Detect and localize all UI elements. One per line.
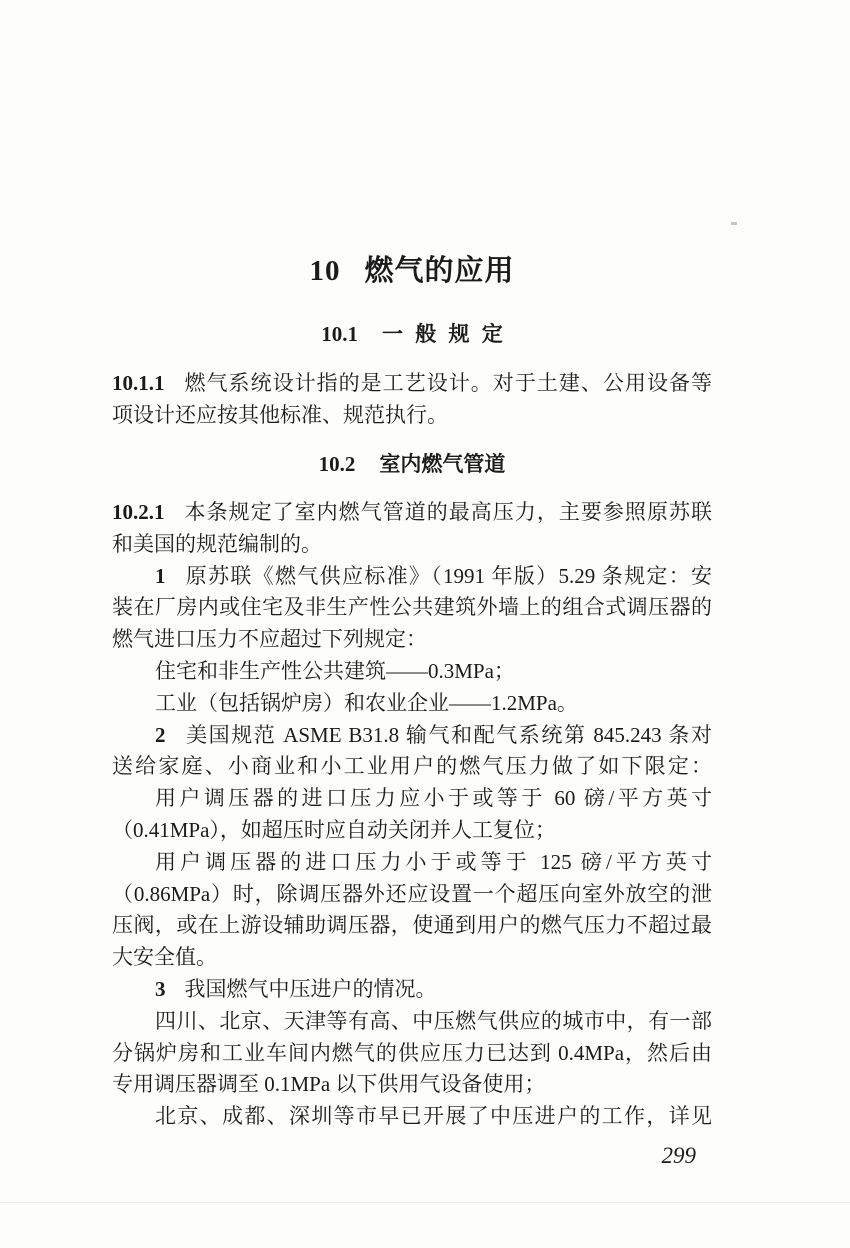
text-line: [112, 1038, 712, 1070]
paragraph-10-2-1: [112, 497, 712, 1133]
text-line: [112, 910, 712, 942]
text-line: [112, 497, 712, 529]
clause-number: 10.2.1: [112, 500, 165, 524]
line-text: 四川、北京、天津等有高、中压燃气供应的城市中，有一部: [155, 1008, 712, 1033]
text-line: [112, 847, 712, 879]
line-text: （0.41MPa），如超压时应自动关闭并人工复位；: [112, 817, 556, 842]
line-text: 燃气系统设计指的是工艺设计。对于土建、公用设备等: [183, 371, 712, 395]
scan-edge-line: [0, 1202, 850, 1203]
clause-number: 1: [155, 563, 166, 588]
line-text: （0.86MPa）时，除调压器外还应设置一个超压向室外放空的泄: [112, 881, 712, 906]
section-number: 10.2: [318, 452, 356, 476]
line-text: 和美国的规范编制的。: [112, 531, 322, 556]
line-text: 美国规范 ASME B31.8 输气和配气系统第 845.243 条对: [184, 722, 712, 747]
text-line: [112, 720, 712, 752]
text-line: [112, 1101, 712, 1133]
clause-number: 10.1.1: [112, 371, 165, 395]
text-line: [112, 400, 712, 432]
section-number: 10.1: [321, 322, 358, 346]
line-text: 专用调压器调至 0.1MPa 以下供用气设备使用；: [112, 1072, 546, 1097]
text-line: [112, 751, 712, 783]
section-title-text: 室内燃气管道: [379, 452, 506, 476]
page-number: 299: [661, 1143, 696, 1168]
clause-number: 2: [155, 722, 166, 747]
line-text: 大安全值。: [112, 945, 217, 970]
text-line: [112, 529, 712, 561]
line-text: 送给家庭、小商业和小工业用户的燃气压力做了如下限定：: [112, 754, 712, 779]
line-text: 用户调压器的进口压力应小于或等于 60 磅/平方英寸: [155, 786, 712, 811]
text-line: [112, 879, 712, 911]
line-text: 装在厂房内或住宅及非生产性公共建筑外墙上的组合式调压器的: [112, 595, 712, 620]
text-line: [112, 592, 712, 624]
scan-artifact-speck: [731, 222, 737, 225]
text-line: [112, 561, 712, 593]
text-line: [112, 974, 712, 1006]
line-text: 用户调压器的进口压力小于或等于 125 磅/平方英寸: [155, 849, 712, 874]
line-text: 住宅和非生产性公共建筑——0.3MPa；: [155, 658, 515, 683]
text-line: [112, 942, 712, 974]
text-line: [112, 1006, 712, 1038]
chapter-number: 10: [309, 255, 341, 287]
line-text: 分锅炉房和工业车间内燃气的供应压力已达到 0.4MPa，然后由: [112, 1040, 712, 1065]
section-heading-10-2: [112, 452, 712, 476]
text-line: [112, 656, 712, 688]
line-text: 本条规定了室内燃气管道的最高压力，主要参照原苏联: [183, 500, 712, 524]
line-text: 北京、成都、深圳等市早已开展了中压进户的工作，详见: [155, 1104, 712, 1129]
paragraph-10-1-1: [112, 368, 712, 432]
text-line: [112, 783, 712, 815]
text-line: [112, 624, 712, 656]
text-line: [112, 815, 712, 847]
section-title-text: 一 般 规 定: [382, 322, 503, 346]
chapter-title-text: 燃气的应用: [364, 255, 515, 287]
text-line: [112, 1069, 712, 1101]
line-text: 项设计还应按其他标准、规范执行。: [112, 402, 448, 427]
text-line: [112, 688, 712, 720]
clause-number: 3: [155, 976, 166, 1001]
section-heading-10-1: [112, 322, 712, 346]
text-line: [112, 368, 712, 400]
chapter-heading: [112, 254, 712, 288]
line-text: 燃气进口压力不应超过下列规定：: [112, 627, 427, 652]
line-text: 我国燃气中压进户的情况。: [184, 976, 437, 1001]
line-text: 原苏联《燃气供应标准》（1991 年版）5.29 条规定：安: [184, 563, 712, 588]
line-text: 压阀，或在上游设辅助调压器，使通到用户的燃气压力不超过最: [112, 913, 712, 938]
line-text: 工业（包括锅炉房）和农业企业——1.2MPa。: [155, 690, 578, 715]
